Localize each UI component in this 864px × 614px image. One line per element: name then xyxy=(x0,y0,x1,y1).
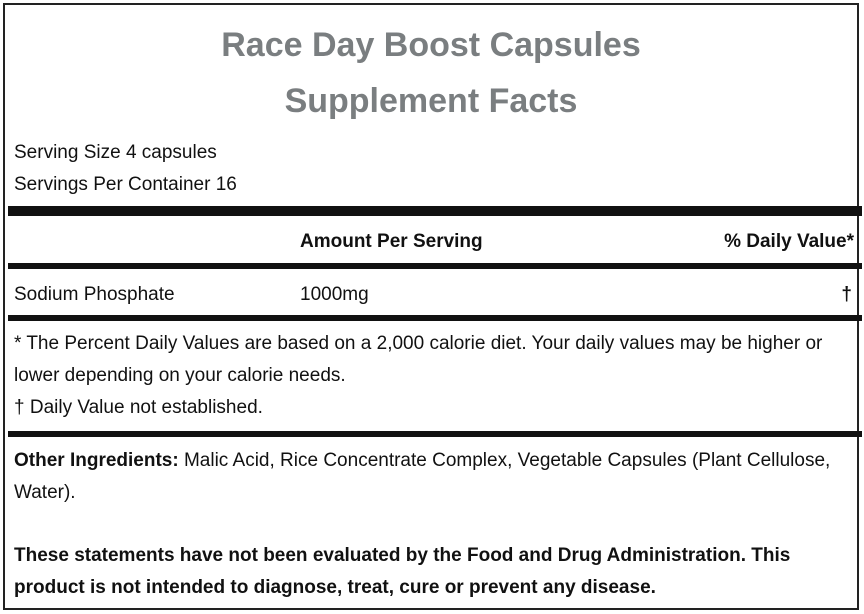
ingredient-name: Sodium Phosphate xyxy=(14,284,175,305)
dagger-footnote: † Daily Value not established. xyxy=(14,397,263,418)
thick-divider xyxy=(8,206,862,216)
product-name: Race Day Boost Capsules xyxy=(221,26,641,64)
fda-disclaimer: These statements have not been evaluated by the Food and Drug Administration. This product is not intended to diagnose, treat, cure or prevent any disease. xyxy=(14,545,791,598)
medium-divider xyxy=(8,431,862,437)
other-ingredients-label: Other Ingredients: xyxy=(14,450,179,471)
servings-per-container: Servings Per Container 16 xyxy=(14,174,237,195)
header-daily-value: % Daily Value* xyxy=(724,231,854,252)
panel-title: Supplement Facts xyxy=(284,82,578,120)
percent-dv-footnote: * The Percent Daily Values are based on a 2,000 calorie diet. Your daily values may be higher or lower depending on your calorie needs. xyxy=(14,333,823,386)
other-ingredients xyxy=(14,445,843,509)
medium-divider xyxy=(8,263,862,269)
other-ingredients-text: Malic Acid, Rice Concentrate Complex, Vegetable Capsules (Plant Cellulose, Water). xyxy=(14,450,831,503)
supplement-facts-panel xyxy=(3,3,859,610)
serving-size: Serving Size 4 capsules xyxy=(14,142,217,163)
medium-divider xyxy=(8,315,862,321)
ingredient-amount: 1000mg xyxy=(300,284,369,305)
header-amount: Amount Per Serving xyxy=(300,231,483,252)
ingredient-daily-value: † xyxy=(841,284,852,305)
